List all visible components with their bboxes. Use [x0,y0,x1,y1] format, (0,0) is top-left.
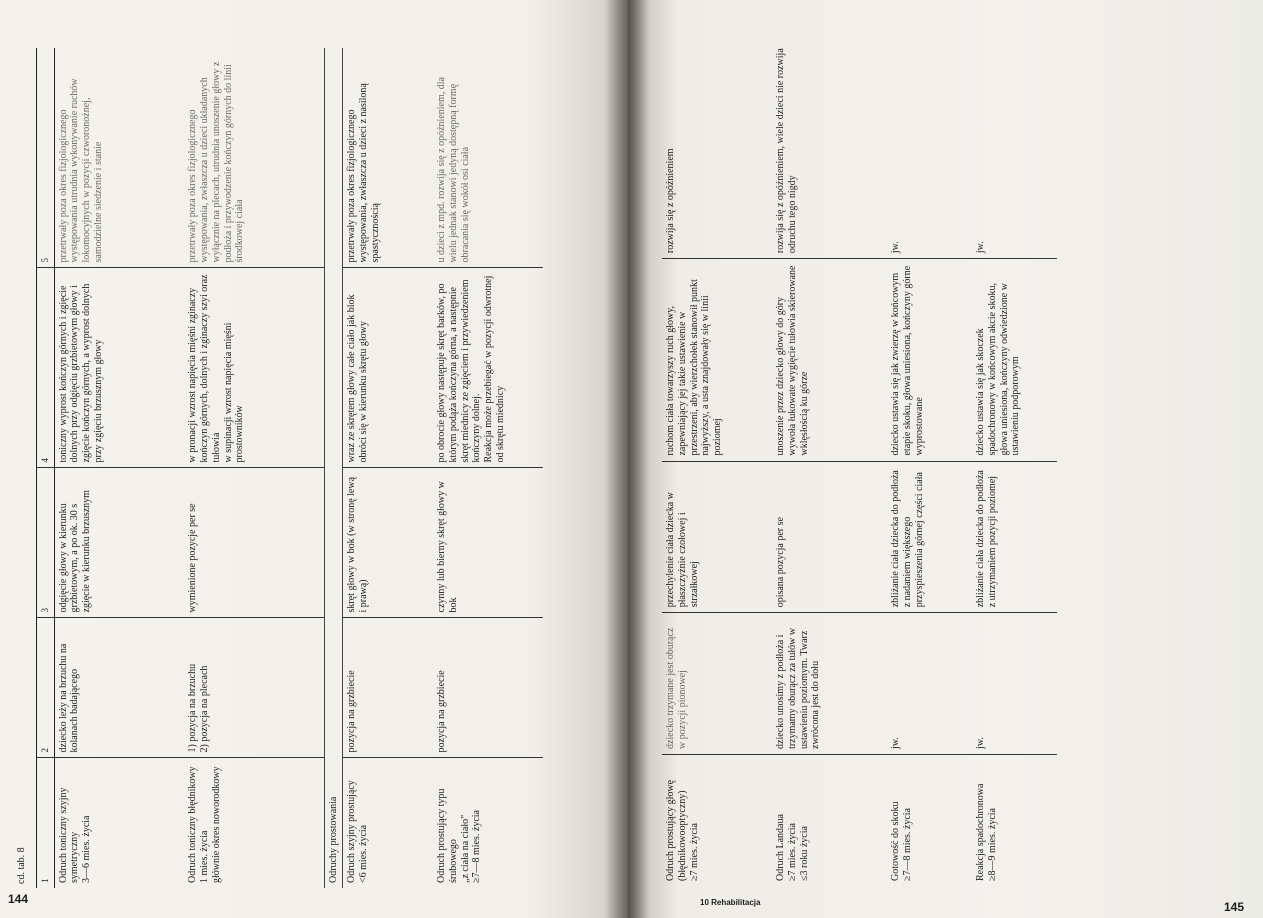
book-gutter-shadow [606,0,650,918]
col-header-4: 4 [37,268,55,468]
reflex-name: Odruch prostujący głowę (błędnikowooptyczny) ≥7 mies. życia [665,779,700,881]
pathology-notes: jw. [887,36,972,259]
starting-position: dziecko leży na brzuchu na kolanach badającego [54,618,184,758]
table-row [662,36,772,886]
starting-position: pozycja na grzbiecie [433,618,543,758]
table-caption: cd. tab. 8 [16,847,27,884]
table-row [972,36,1057,886]
stimulus: skręt głowy w bok (w stronę lewą i prawą) [343,468,433,618]
response: wraz ze skrętem głowy całe ciało jak blok obróci się w kierunku skrętu głowy [343,268,433,468]
table-row [184,48,324,888]
page-number-left: 144 [8,892,29,906]
reflex-name: Odruch toniczny szyjny symetryczny 3—6 mies. życia [57,787,93,883]
section-row [324,48,343,888]
pathology-notes: rozwija się z opóźnieniem, wiele dzieci nie rozwija odruchu tego nigdy [772,36,887,259]
reflex-name: Odruch prostujący typu śrubowego „z ciała na ciało" ≥7—8 mies. życia [435,788,483,883]
response: toniczny wyprost kończyn górnych i zgięcie dolnych przy odgięciu grzbietowym głowy i zgięcie kończyn górnych, a wyprost dolnych przy zgięciu brzusznym głowy [54,268,184,468]
pathology-notes: jw. [972,36,1057,259]
table-row [343,48,433,888]
pathology-notes: u dzieci z mpd. rozwija się z opóźnieniem, dla wielu jednak stanowi jedyną dostępną formę obracania się wokół osi ciała [433,48,543,268]
pathology-notes: przetrwały poza okres fizjologicznego występowania utrudnia wykonywanie ruchów lokomocyjnych w pozycji czworonożnej, samodzielne siedzenie i stanie [54,48,184,268]
stimulus: przechylenie ciała dziecka w płaszczyźnie czołowej i strzałkowej [662,461,772,613]
left-page [0,0,628,918]
pathology-notes: rozwija się z opóźnieniem [662,36,772,259]
stimulus: wymienione pozycje per se [184,468,324,618]
page-number-right: 145 [1224,900,1245,914]
reflex-name: Odruch szyjny prostujący <6 mies. życia [343,758,433,888]
stimulus: opisana pozycja per se [772,461,887,613]
response: ruchom ciała towarzyszy ruch głowy, zapewniający jej takie ustawienie w przestrzeni, aby wierzchołek stanowił punkt najwyższy, a usta znajdowały się w linii poziomej [662,259,772,461]
reflex-name: Reakcja spadochronowa ≥8—9 mies. życia [975,783,998,881]
reflex-name: Gotowość do skoku ≥7—8 mies. życia [890,801,913,881]
reflex-name: Odruch toniczny błędnikowy 1 mies. życia głównie okres noworodkowy [187,766,222,883]
stimulus: zbliżanie ciała dziecka do podłoża z utrzymaniem pozycji poziomej [972,461,1057,613]
starting-position: dziecko trzymane jest oburącz w pozycji pionowej [662,613,772,755]
reflex-table-left [36,48,543,888]
starting-position: jw. [972,613,1057,755]
pathology-notes: przetrwały poza okres fizjologicznego występowania, zwłaszcza u dzieci z nasiloną spastycznością [343,48,433,268]
stimulus: odgięcie głowy w kierunku grzbietowym, a po ok. 30 s zgięcie w kierunku brzusznym [54,468,184,618]
response: unoszenie przez dziecko głowy do góry wywoła łukowate wygięcie tułowia skierowane wklęsłością ku górze [772,259,887,461]
col-header-1: 1 [37,758,55,888]
reflex-name: Odruch Landaua ≥7 mies. życia ≤3 roku życia [775,814,810,881]
chapter-footer: 10 Rehabilitacja [700,898,761,907]
table-header-row [37,48,55,888]
stimulus: czynny lub bierny skręt głowy w bok [433,468,543,618]
stimulus: zbliżanie ciała dziecka do podłoża z nadaniem większego przyspieszenia górnej części ciała [887,461,972,613]
col-header-3: 3 [37,468,55,618]
response: w pronacji wzrost napięcia mięśni zginaczy kończyn górnych, dolnych i zginaczy szyi oraz tułowia w supinacji wzrost napięcia mięśni prostowników [184,268,324,468]
starting-position: jw. [887,613,972,755]
response: dziecko ustawia się jak zwierzę w końcowym etapie skoku, głowa uniesiona, kończyny górne wyprostowane [887,259,972,461]
table-row [433,48,543,888]
table-row [887,36,972,886]
starting-position: dziecko unosimy z podłoża i trzymamy oburącz za tułów w ustawieniu poziomym. Twarz zwrócona jest do dołu [772,613,887,755]
col-header-2: 2 [37,618,55,758]
right-page [628,0,1263,918]
response: dziecko ustawia się jak skoczek spadochronowy w końcowym akcie skoku, głowa uniesiona, kończyny odwiedzione w ustawieniu podporowym [972,259,1057,461]
response: po obrocie głowy następuje skręt barków, po którym podąża kończyna górna, a następnie skręt miednicy ze zgięciem i przywiedzeniem kończyny dolnej. Reakcja może przebiegać w pozycji odwrotnej od skrętu miednicy [433,268,543,468]
starting-position: pozycja na grzbiecie [343,618,433,758]
pathology-notes: przetrwały poza okres fizjologicznego występowania, zwłaszcza u dzieci układanych wyłącznie na plecach, utrudnia unoszenie głowy z podłoża i przywodzenie kończyn górnych do linii środkowej ciała [184,48,324,268]
table-row [772,36,887,886]
reflex-table-right [662,36,1057,886]
starting-position: 1) pozycja na brzuchu 2) pozycja na plecach [184,618,324,758]
section-title: Odruchy prostowania [324,48,343,888]
right-page-rotated-content [628,0,1263,918]
left-page-rotated-content [0,0,628,918]
col-header-5: 5 [37,48,55,268]
table-row [54,48,184,888]
